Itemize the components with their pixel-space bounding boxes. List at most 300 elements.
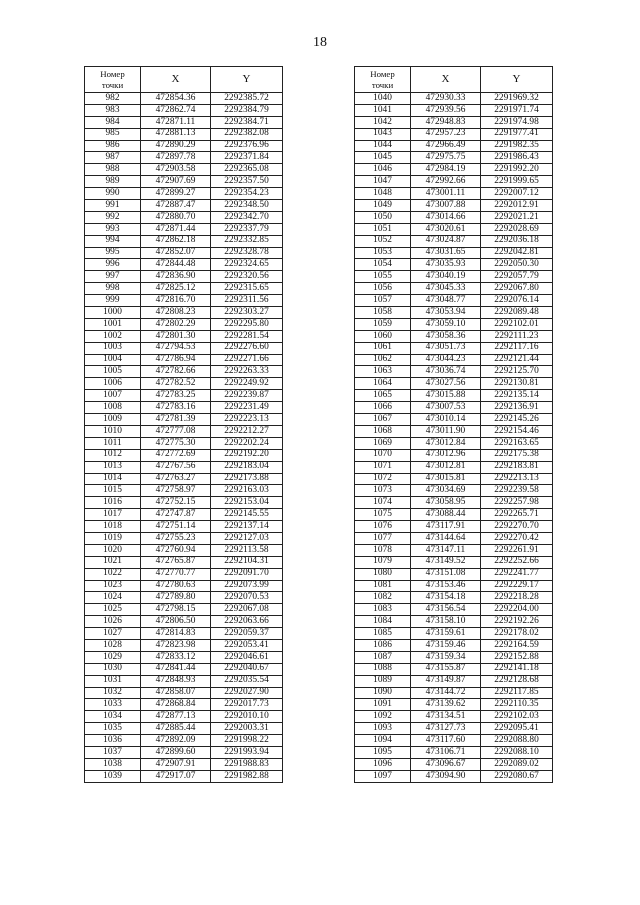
x-coordinate-cell: 473036.74	[411, 366, 481, 378]
header-point-line2: точки	[101, 79, 124, 90]
x-coordinate-cell: 472897.78	[141, 152, 211, 164]
y-coordinate-cell: 2292073.99	[211, 580, 283, 592]
table-row	[85, 544, 283, 556]
table-row	[355, 437, 553, 449]
table-row	[85, 663, 283, 675]
x-coordinate-cell: 473156.54	[411, 604, 481, 616]
y-coordinate-cell: 2292028.69	[481, 223, 553, 235]
point-number-cell: 1062	[355, 354, 411, 366]
y-coordinate-cell: 2291974.98	[481, 116, 553, 128]
x-coordinate-cell: 472767.56	[141, 461, 211, 473]
point-number-cell: 1009	[85, 414, 141, 426]
point-number-cell: 1032	[85, 687, 141, 699]
x-coordinate-cell: 473024.87	[411, 235, 481, 247]
point-number-cell: 1078	[355, 544, 411, 556]
y-coordinate-cell: 2292104.31	[211, 556, 283, 568]
x-coordinate-cell: 472930.33	[411, 93, 481, 105]
header-point-line1: Номер	[100, 69, 125, 80]
table-row	[355, 235, 553, 247]
point-number-cell: 1050	[355, 211, 411, 223]
table-row	[355, 711, 553, 723]
y-coordinate-cell: 2292371.84	[211, 152, 283, 164]
x-coordinate-cell: 473014.66	[411, 211, 481, 223]
y-coordinate-cell: 2292111.23	[481, 330, 553, 342]
x-coordinate-cell: 472816.70	[141, 295, 211, 307]
table-row	[355, 532, 553, 544]
x-coordinate-cell: 472939.56	[411, 104, 481, 116]
x-coordinate-cell: 472833.12	[141, 651, 211, 663]
y-coordinate-cell: 2292053.41	[211, 639, 283, 651]
point-number-cell: 1096	[355, 758, 411, 770]
point-number-cell: 1052	[355, 235, 411, 247]
point-number-cell: 1007	[85, 390, 141, 402]
table-row	[355, 116, 553, 128]
table-row	[355, 342, 553, 354]
table-row	[85, 128, 283, 140]
x-coordinate-cell: 472747.87	[141, 509, 211, 521]
x-coordinate-cell: 472899.60	[141, 746, 211, 758]
y-coordinate-cell: 2292067.80	[481, 283, 553, 295]
point-number-cell: 1016	[85, 497, 141, 509]
y-coordinate-cell: 2292059.37	[211, 628, 283, 640]
point-number-cell: 1018	[85, 521, 141, 533]
table-row	[355, 675, 553, 687]
point-number-cell: 1039	[85, 770, 141, 782]
table-row	[355, 699, 553, 711]
x-coordinate-cell: 473020.61	[411, 223, 481, 235]
y-coordinate-cell: 2291977.41	[481, 128, 553, 140]
point-number-cell: 1055	[355, 271, 411, 283]
x-coordinate-cell: 472782.52	[141, 378, 211, 390]
table-row	[355, 616, 553, 628]
x-coordinate-cell: 473059.10	[411, 318, 481, 330]
x-coordinate-cell: 473010.14	[411, 414, 481, 426]
y-coordinate-cell: 2292257.98	[481, 497, 553, 509]
point-number-cell: 983	[85, 104, 141, 116]
x-coordinate-cell: 473044.23	[411, 354, 481, 366]
point-number-cell: 1034	[85, 711, 141, 723]
table-row	[355, 354, 553, 366]
x-coordinate-cell: 472862.74	[141, 104, 211, 116]
table-row	[355, 461, 553, 473]
y-coordinate-cell: 2292175.38	[481, 449, 553, 461]
table-row	[85, 307, 283, 319]
point-number-cell: 1085	[355, 628, 411, 640]
point-number-cell: 1019	[85, 532, 141, 544]
table-row	[85, 378, 283, 390]
table-row	[355, 425, 553, 437]
table-row	[85, 521, 283, 533]
table-row	[85, 318, 283, 330]
x-coordinate-cell: 472825.12	[141, 283, 211, 295]
point-number-cell: 1082	[355, 592, 411, 604]
y-coordinate-cell: 2292281.54	[211, 330, 283, 342]
table-row	[85, 259, 283, 271]
y-coordinate-cell: 2292113.58	[211, 544, 283, 556]
y-coordinate-cell: 2292384.71	[211, 116, 283, 128]
table-row	[355, 295, 553, 307]
x-coordinate-cell: 472772.69	[141, 449, 211, 461]
point-number-cell: 1054	[355, 259, 411, 271]
point-number-cell: 1015	[85, 485, 141, 497]
x-coordinate-cell: 472848.93	[141, 675, 211, 687]
x-coordinate-cell: 473159.34	[411, 651, 481, 663]
point-number-cell: 1087	[355, 651, 411, 663]
x-coordinate-cell: 472899.27	[141, 188, 211, 200]
y-coordinate-cell: 2292348.50	[211, 200, 283, 212]
point-number-cell: 1023	[85, 580, 141, 592]
table-row	[85, 342, 283, 354]
y-coordinate-cell: 2292192.26	[481, 616, 553, 628]
table-body-left	[85, 93, 283, 783]
table-row	[355, 307, 553, 319]
x-coordinate-cell: 473045.33	[411, 283, 481, 295]
point-number-cell: 1005	[85, 366, 141, 378]
y-coordinate-cell: 2292229.17	[481, 580, 553, 592]
table-row	[355, 604, 553, 616]
table-row	[85, 283, 283, 295]
point-number-cell: 1036	[85, 735, 141, 747]
y-coordinate-cell: 2292035.54	[211, 675, 283, 687]
y-coordinate-cell: 2291971.74	[481, 104, 553, 116]
point-number-cell: 1048	[355, 188, 411, 200]
x-coordinate-cell: 472881.13	[141, 128, 211, 140]
point-number-cell: 1013	[85, 461, 141, 473]
y-coordinate-cell: 2292012.91	[481, 200, 553, 212]
point-number-cell: 1069	[355, 437, 411, 449]
x-coordinate-cell: 473144.72	[411, 687, 481, 699]
point-number-cell: 1080	[355, 568, 411, 580]
table-header-row	[85, 67, 283, 93]
table-row	[85, 687, 283, 699]
point-number-cell: 1049	[355, 200, 411, 212]
header-x: X	[411, 67, 481, 93]
y-coordinate-cell: 2291993.94	[211, 746, 283, 758]
point-number-cell: 1037	[85, 746, 141, 758]
point-number-cell: 1021	[85, 556, 141, 568]
x-coordinate-cell: 472770.77	[141, 568, 211, 580]
x-coordinate-cell: 472858.07	[141, 687, 211, 699]
point-number-cell: 1064	[355, 378, 411, 390]
point-number-cell: 999	[85, 295, 141, 307]
y-coordinate-cell: 2292376.96	[211, 140, 283, 152]
point-number-cell: 1031	[85, 675, 141, 687]
x-coordinate-cell: 473051.73	[411, 342, 481, 354]
y-coordinate-cell: 2292173.88	[211, 473, 283, 485]
y-coordinate-cell: 2292102.01	[481, 318, 553, 330]
point-number-cell: 1057	[355, 295, 411, 307]
table-row	[85, 473, 283, 485]
table-row	[85, 200, 283, 212]
table-row	[355, 223, 553, 235]
table-row	[355, 485, 553, 497]
point-number-cell: 992	[85, 211, 141, 223]
point-number-cell: 990	[85, 188, 141, 200]
x-coordinate-cell: 473117.91	[411, 521, 481, 533]
point-number-cell: 1012	[85, 449, 141, 461]
table-row	[355, 651, 553, 663]
y-coordinate-cell: 2292136.91	[481, 402, 553, 414]
x-coordinate-cell: 472751.14	[141, 521, 211, 533]
y-coordinate-cell: 2292130.81	[481, 378, 553, 390]
point-number-cell: 998	[85, 283, 141, 295]
y-coordinate-cell: 2292046.61	[211, 651, 283, 663]
x-coordinate-cell: 473151.08	[411, 568, 481, 580]
table-row	[85, 449, 283, 461]
table-row	[355, 735, 553, 747]
point-number-cell: 1035	[85, 723, 141, 735]
x-coordinate-cell: 473134.51	[411, 711, 481, 723]
y-coordinate-cell: 2292040.67	[211, 663, 283, 675]
y-coordinate-cell: 2291982.88	[211, 770, 283, 782]
point-number-cell: 1010	[85, 425, 141, 437]
table-row	[355, 164, 553, 176]
y-coordinate-cell: 2292088.10	[481, 746, 553, 758]
point-number-cell: 995	[85, 247, 141, 259]
table-row	[355, 568, 553, 580]
y-coordinate-cell: 2292010.10	[211, 711, 283, 723]
table-row	[355, 746, 553, 758]
header-point-number	[85, 67, 141, 93]
y-coordinate-cell: 2292239.58	[481, 485, 553, 497]
table-row	[85, 235, 283, 247]
x-coordinate-cell: 473149.87	[411, 675, 481, 687]
x-coordinate-cell: 472868.84	[141, 699, 211, 711]
x-coordinate-cell: 473088.44	[411, 509, 481, 521]
point-number-cell: 1076	[355, 521, 411, 533]
y-coordinate-cell: 2292365.08	[211, 164, 283, 176]
table-row	[85, 651, 283, 663]
y-coordinate-cell: 2292163.03	[211, 485, 283, 497]
point-number-cell: 1040	[355, 93, 411, 105]
x-coordinate-cell: 472814.83	[141, 628, 211, 640]
table-row	[355, 330, 553, 342]
x-coordinate-cell: 472786.94	[141, 354, 211, 366]
table-row	[355, 723, 553, 735]
table-row	[85, 414, 283, 426]
table-row	[85, 723, 283, 735]
point-number-cell: 1079	[355, 556, 411, 568]
x-coordinate-cell: 472966.49	[411, 140, 481, 152]
point-number-cell: 1045	[355, 152, 411, 164]
y-coordinate-cell: 2292091.70	[211, 568, 283, 580]
table-row	[85, 592, 283, 604]
table-row	[85, 93, 283, 105]
table-row	[85, 104, 283, 116]
point-number-cell: 985	[85, 128, 141, 140]
y-coordinate-cell: 2292141.18	[481, 663, 553, 675]
y-coordinate-cell: 2292125.70	[481, 366, 553, 378]
table-row	[85, 116, 283, 128]
x-coordinate-cell: 472765.87	[141, 556, 211, 568]
x-coordinate-cell: 472836.90	[141, 271, 211, 283]
x-coordinate-cell: 472760.94	[141, 544, 211, 556]
point-number-cell: 1006	[85, 378, 141, 390]
x-coordinate-cell: 473155.87	[411, 663, 481, 675]
y-coordinate-cell: 2292183.81	[481, 461, 553, 473]
point-number-cell: 1001	[85, 318, 141, 330]
point-number-cell: 1091	[355, 699, 411, 711]
point-number-cell: 1084	[355, 616, 411, 628]
point-number-cell: 1051	[355, 223, 411, 235]
x-coordinate-cell: 472763.27	[141, 473, 211, 485]
x-coordinate-cell: 472992.66	[411, 176, 481, 188]
x-coordinate-cell: 473149.52	[411, 556, 481, 568]
table-row	[355, 628, 553, 640]
point-number-cell: 1024	[85, 592, 141, 604]
table-header-row	[355, 67, 553, 93]
point-number-cell: 1072	[355, 473, 411, 485]
point-number-cell: 989	[85, 176, 141, 188]
point-number-cell: 1081	[355, 580, 411, 592]
point-number-cell: 1020	[85, 544, 141, 556]
coordinates-table-right	[354, 66, 553, 783]
point-number-cell: 1030	[85, 663, 141, 675]
header-y: Y	[481, 67, 553, 93]
table-row	[85, 556, 283, 568]
y-coordinate-cell: 2292042.81	[481, 247, 553, 259]
point-number-cell: 997	[85, 271, 141, 283]
table-row	[355, 770, 553, 782]
table-row	[85, 188, 283, 200]
x-coordinate-cell: 473159.46	[411, 639, 481, 651]
table-row	[355, 283, 553, 295]
y-coordinate-cell: 2291988.83	[211, 758, 283, 770]
x-coordinate-cell: 472802.29	[141, 318, 211, 330]
y-coordinate-cell: 2292252.66	[481, 556, 553, 568]
point-number-cell: 1063	[355, 366, 411, 378]
x-coordinate-cell: 472871.44	[141, 223, 211, 235]
point-number-cell: 1075	[355, 509, 411, 521]
table-row	[85, 735, 283, 747]
y-coordinate-cell: 2292212.27	[211, 425, 283, 437]
point-number-cell: 1003	[85, 342, 141, 354]
table-row	[355, 521, 553, 533]
table-row	[355, 200, 553, 212]
table-row	[355, 128, 553, 140]
x-coordinate-cell: 472798.15	[141, 604, 211, 616]
point-number-cell: 1086	[355, 639, 411, 651]
x-coordinate-cell: 473058.36	[411, 330, 481, 342]
table-row	[355, 473, 553, 485]
point-number-cell: 1093	[355, 723, 411, 735]
x-coordinate-cell: 472871.11	[141, 116, 211, 128]
table-row	[355, 104, 553, 116]
x-coordinate-cell: 472892.09	[141, 735, 211, 747]
x-coordinate-cell: 472783.16	[141, 402, 211, 414]
table-row	[85, 152, 283, 164]
x-coordinate-cell: 472806.50	[141, 616, 211, 628]
y-coordinate-cell: 2291992.20	[481, 164, 553, 176]
y-coordinate-cell: 2292276.60	[211, 342, 283, 354]
table-row	[85, 628, 283, 640]
table-row	[355, 497, 553, 509]
table-row	[355, 580, 553, 592]
point-number-cell: 1011	[85, 437, 141, 449]
point-number-cell: 1041	[355, 104, 411, 116]
table-row	[85, 639, 283, 651]
point-number-cell: 1065	[355, 390, 411, 402]
point-number-cell: 982	[85, 93, 141, 105]
x-coordinate-cell: 473012.96	[411, 449, 481, 461]
point-number-cell: 1029	[85, 651, 141, 663]
x-coordinate-cell: 472862.18	[141, 235, 211, 247]
table-row	[355, 271, 553, 283]
x-coordinate-cell: 472877.13	[141, 711, 211, 723]
point-number-cell: 1017	[85, 509, 141, 521]
y-coordinate-cell: 2292271.66	[211, 354, 283, 366]
table-row	[85, 176, 283, 188]
point-number-cell: 1066	[355, 402, 411, 414]
x-coordinate-cell: 473015.81	[411, 473, 481, 485]
y-coordinate-cell: 2292137.14	[211, 521, 283, 533]
point-number-cell: 1060	[355, 330, 411, 342]
y-coordinate-cell: 2292263.33	[211, 366, 283, 378]
x-coordinate-cell: 472775.30	[141, 437, 211, 449]
point-number-cell: 986	[85, 140, 141, 152]
y-coordinate-cell: 2292145.55	[211, 509, 283, 521]
y-coordinate-cell: 2292003.31	[211, 723, 283, 735]
x-coordinate-cell: 473154.18	[411, 592, 481, 604]
x-coordinate-cell: 472917.07	[141, 770, 211, 782]
table-row	[85, 675, 283, 687]
point-number-cell: 1074	[355, 497, 411, 509]
x-coordinate-cell: 473001.11	[411, 188, 481, 200]
x-coordinate-cell: 472801.30	[141, 330, 211, 342]
y-coordinate-cell: 2292178.02	[481, 628, 553, 640]
x-coordinate-cell: 472903.58	[141, 164, 211, 176]
point-number-cell: 1038	[85, 758, 141, 770]
point-number-cell: 1058	[355, 307, 411, 319]
x-coordinate-cell: 472984.19	[411, 164, 481, 176]
x-coordinate-cell: 472789.80	[141, 592, 211, 604]
x-coordinate-cell: 472844.48	[141, 259, 211, 271]
table-row	[355, 259, 553, 271]
table-row	[85, 758, 283, 770]
y-coordinate-cell: 2292239.87	[211, 390, 283, 402]
y-coordinate-cell: 2292385.72	[211, 93, 283, 105]
y-coordinate-cell: 2292320.56	[211, 271, 283, 283]
x-coordinate-cell: 473011.90	[411, 425, 481, 437]
y-coordinate-cell: 2292036.18	[481, 235, 553, 247]
table-row	[85, 485, 283, 497]
point-number-cell: 1028	[85, 639, 141, 651]
y-coordinate-cell: 2292382.08	[211, 128, 283, 140]
y-coordinate-cell: 2292204.00	[481, 604, 553, 616]
table-row	[85, 164, 283, 176]
y-coordinate-cell: 2292342.70	[211, 211, 283, 223]
y-coordinate-cell: 2292080.67	[481, 770, 553, 782]
table-row	[355, 592, 553, 604]
y-coordinate-cell: 2292357.50	[211, 176, 283, 188]
x-coordinate-cell: 473058.95	[411, 497, 481, 509]
point-number-cell: 1056	[355, 283, 411, 295]
x-coordinate-cell: 472957.23	[411, 128, 481, 140]
x-coordinate-cell: 473015.88	[411, 390, 481, 402]
x-coordinate-cell: 473106.71	[411, 746, 481, 758]
table-row	[85, 746, 283, 758]
point-number-cell: 1014	[85, 473, 141, 485]
table-row	[355, 544, 553, 556]
y-coordinate-cell: 2291982.35	[481, 140, 553, 152]
x-coordinate-cell: 473139.62	[411, 699, 481, 711]
y-coordinate-cell: 2292265.71	[481, 509, 553, 521]
table-row	[85, 532, 283, 544]
y-coordinate-cell: 2292095.41	[481, 723, 553, 735]
point-number-cell: 1090	[355, 687, 411, 699]
point-number-cell: 1071	[355, 461, 411, 473]
y-coordinate-cell: 2292021.21	[481, 211, 553, 223]
